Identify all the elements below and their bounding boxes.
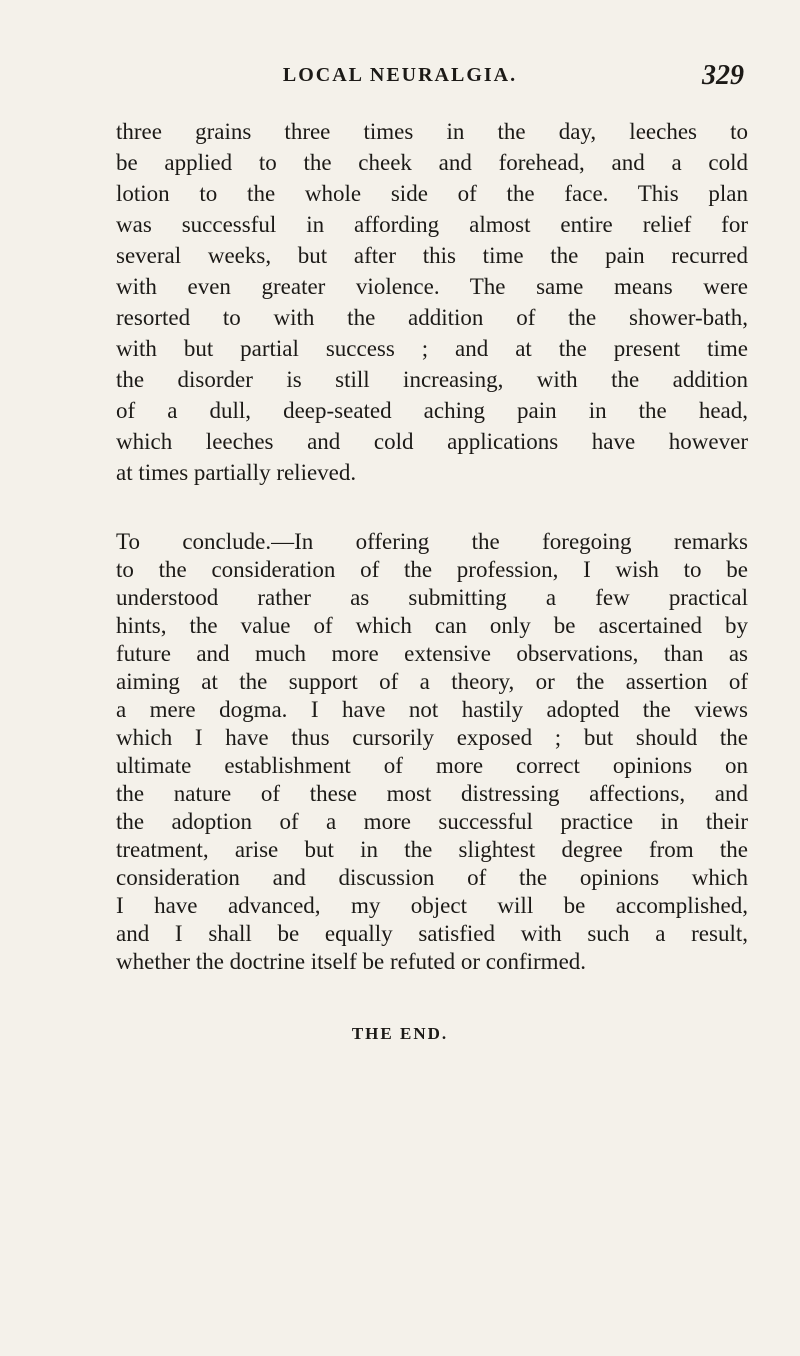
text-line: the nature of these most distressing affections, and	[116, 781, 748, 806]
running-title: LOCAL NEURALGIA.	[282, 64, 518, 86]
text-line: I have advanced, my object will be accomplished,	[116, 893, 748, 918]
text-line: whether the doctrine itself be refuted or confirmed.	[116, 949, 587, 974]
text-line: of a dull, deep-seated aching pain in the head,	[116, 398, 748, 423]
body-text	[116, 116, 748, 976]
text-line: treatment, arise but in the slightest degree from the	[116, 837, 748, 862]
paragraph-2	[116, 528, 748, 976]
the-end-label: THE END.	[351, 1024, 449, 1043]
text-line: consideration and discussion of the opinions which	[116, 865, 748, 890]
text-line: understood rather as submitting a few practical	[116, 585, 748, 610]
text-line: several weeks, but after this time the pain recurred	[116, 243, 748, 268]
text-line: with even greater violence. The same means were	[116, 274, 748, 299]
text-line: To conclude.—In offering the foregoing remarks	[116, 529, 748, 554]
text-line: which I have thus cursorily exposed ; but should the	[116, 725, 748, 750]
text-line: ultimate establishment of more correct opinions on	[116, 753, 748, 778]
text-line: lotion to the whole side of the face. This plan	[116, 181, 748, 206]
text-line: with but partial success ; and at the present time	[116, 336, 748, 361]
text-line: be applied to the cheek and forehead, and a cold	[116, 150, 748, 175]
text-line: future and much more extensive observations, than as	[116, 641, 748, 666]
text-line: a mere dogma. I have not hastily adopted the views	[116, 697, 748, 722]
text-line: resorted to with the addition of the shower-bath,	[116, 305, 748, 330]
text-line: was successful in affording almost entire relief for	[116, 212, 748, 237]
paragraph-1	[116, 116, 748, 488]
text-line: hints, the value of which can only be ascertained by	[116, 613, 748, 638]
text-line: to the consideration of the profession, I wish to be	[116, 557, 748, 582]
running-header	[0, 60, 800, 100]
text-line: the disorder is still increasing, with the addition	[116, 367, 748, 392]
page-number: 329	[702, 60, 744, 91]
text-line: three grains three times in the day, leeches to	[116, 119, 748, 144]
text-line: at times partially relieved.	[116, 460, 357, 485]
paragraph-gap	[116, 488, 748, 528]
text-line: and I shall be equally satisfied with such a result,	[116, 921, 748, 946]
text-line: which leeches and cold applications have however	[116, 429, 748, 454]
text-line: the adoption of a more successful practice in their	[116, 809, 748, 834]
text-line: aiming at the support of a theory, or the assertion of	[116, 669, 748, 694]
